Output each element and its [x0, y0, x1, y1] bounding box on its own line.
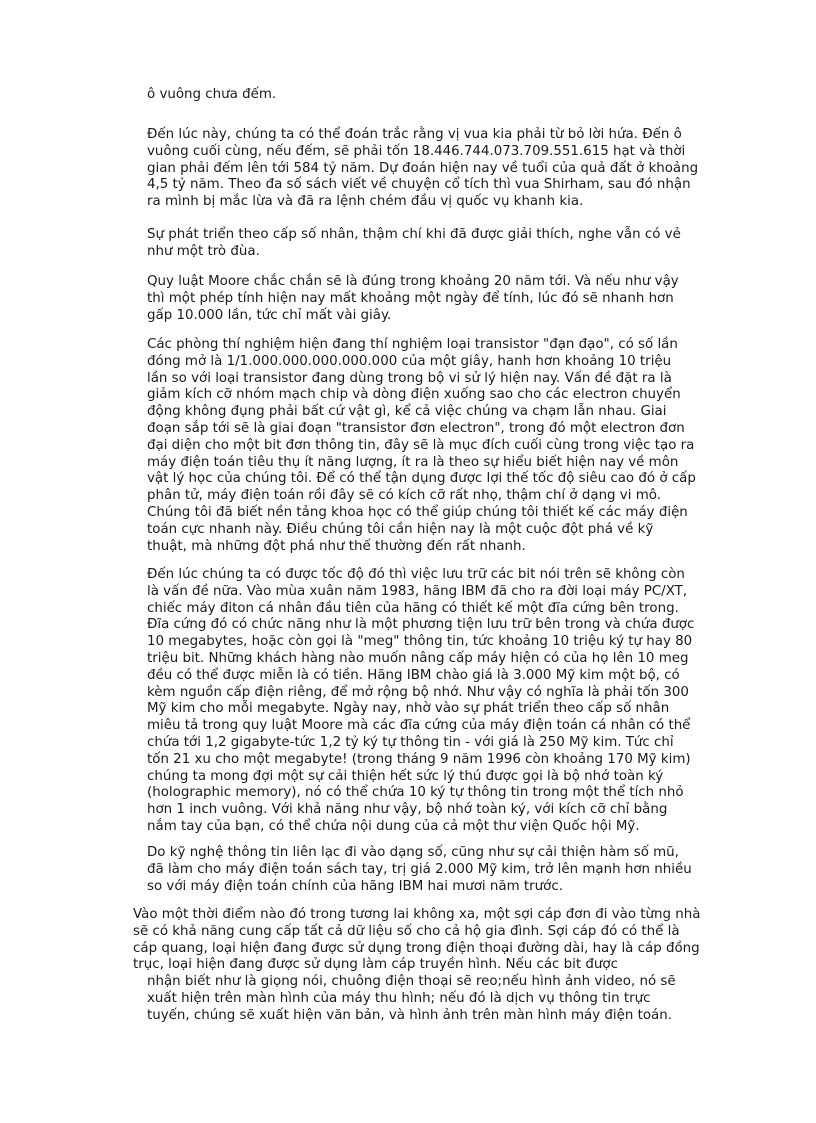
paragraph-3: Sự phát triển theo cấp số nhân, thậm chí khi đã được giải thích, nghe vẫn có vẻ như một trò đùa. [147, 227, 681, 259]
paragraph-6: Đến lúc chúng ta có được tốc độ đó thì việc lưu trữ các bit nói trên sẽ không còn là vấn đề nữa. Vào mùa xuân năm 1983, hãng IBM đã cho ra đời loại máy PC/XT, chiếc máy điton cá nhân đầu tiên của hãng có thiết kế một đĩa cứng bên trong. Đĩa cứng đó có chức năng như là một phương tiện lưu trữ bên trong và chứa được 10 megabytes, hoặc còn gọi là "meg" thông tin, tức khoảng 10 triệu ký tự hay 80 triệu bit. Những khách hàng nào muốn nâng cấp máy hiện có của họ lên 10 meg đều có thể được miễn là có tiền. Hãng IBM chào giá là 3.000 Mỹ kim một bộ, có kèm nguồn cấp điện riêng, để mở rộng bộ nhớ. Như vậy có nghĩa là phải tốn 300 Mỹ kim cho mỗi megabyte. Ngày nay, nhờ vào sự phát triển theo cấp số nhân miêu tả trong quy luật Moore mà các đĩa cứng của máy điện toán cá nhân có thể chứa tới 1,2 gigabyte-tức 1,2 tỷ ký tự thông tin - với giá là 250 Mỹ kim. Tức chỉ tốn 21 xu cho một megabyte! (trong tháng 9 năm 1996 còn khoảng 170 Mỹ kim) chúng ta mong đợi một sự cải thiện hết sức lý thú được gọi là bộ nhớ toàn ký (holographic memory), nó có thể chứa 10 ký tự thông tin trong một thể tích nhỏ hơn 1 inch vuông. Với khả năng như vậy, bộ nhớ toàn ký, với kích cỡ chỉ bằng nắm tay của bạn, có thể chứa nội dung của cả một thư viện Quốc hội Mỹ. [147, 567, 695, 834]
paragraph-4: Quy luật Moore chắc chắn sẽ là đúng trong khoảng 20 năm tới. Và nếu như vậy thì một phép tính hiện nay mất khoảng một ngày để tính, lúc đó sẽ nhanh hơn gấp 10.000 lần, tức chỉ mất vài giây. [147, 274, 679, 323]
paragraph-5: Các phòng thí nghiệm hiện đang thí nghiệm loại transistor "đạn đạo", có số lần đóng mở là 1/1.000.000.000.000.000 của một giây, hanh hơn khoảng 10 triệu lần so với loại transistor đang dùng trong bộ vi sử lý hiện nay. Vấn đề đặt ra là giảm kích cỡ nhóm mạch chip và dòng điện xuống sao cho các electron chuyển động không đụng phải bất cứ vật gì, kể cả việc chúng va chạm lẫn nhau. Giai đoạn sắp tới sẽ là giai đoạn "transistor đơn electron", trong đó một electron đơn đại diện cho một bit đơn thông tin, đây sẽ là mục đích cuối cùng trong việc tạo ra máy điện toán tiêu thụ ít năng lượng, ít ra là theo sự hiểu biết hiện nay về môn vật lý học của chúng tôi. Để có thể tận dụng được lợi thế tốc độ siêu cao đó ở cấp phân tử, máy điện toán rồi đây sẽ có kích cỡ rất nhọ, thậm chí ở dạng vi mô. Chúng tôi đã biết nền tảng khoa học có thể giúp chúng tôi thiết kế các máy điện toán cực nhanh này. Điều chúng tôi cần hiện nay là một cuộc đột phá về kỹ thuật, mà những đột phá như thế thường đến rất nhanh. [147, 337, 696, 554]
paragraph-8: Vào một thời điểm nào đó trong tương lai không xa, một sợi cáp đơn đi vào từng nhà sẽ có khả năng cung cấp tất cả dữ liệu số cho cả hộ gia đình. Sợi cáp đó có thể là cáp quang, loại hiện đang được sử dụng trong điện thoại đường dài, hay là cáp đồng trục, loại hiện đang được sử dụng làm cáp truyền hình. Nếu các bit được [133, 907, 701, 973]
paragraph-1: ô vuông chưa đếm. [147, 87, 277, 102]
paragraph-2: Đến lúc này, chúng ta có thể đoán trắc rằng vị vua kia phải từ bỏ lời hứa. Đến ô vuông cuối cùng, nếu đếm, sẽ phải tốn 18.446.744.073.709.551.615 hạt và thời gian phải đếm lên tới 584 tỷ năm. Dự đoán hiện nay về tuổi của quả đất ở khoảng 4,5 tỷ năm. Theo đa số sách viết về chuyện cổ tích thì vua Shirham, sau đó nhận ra mình bị mắc lừa và đã ra lệnh chém đầu vị quốc vụ khanh kia. [147, 127, 699, 210]
paragraph-7: Do kỹ nghệ thông tin liên lạc đi vào dạng số, cũng như sự cải thiện hàm số mũ, đã làm cho máy điện toán sách tay, trị giá 2.000 Mỹ kim, trở lên mạnh hơn nhiều so với máy điện toán chính của hãng IBM hai mươi năm trước. [147, 845, 692, 894]
paragraph-9: nhận biết như là giọng nói, chuông điện thoại sẽ reo;nếu hình ảnh video, nó sẽ xuất hiện trên màn hình của máy thu hình; nếu đó là dịch vụ thông tin trực tuyến, chúng sẽ xuất hiện văn bản, và hình ảnh trên màn hình máy điện toán. [147, 974, 676, 1023]
